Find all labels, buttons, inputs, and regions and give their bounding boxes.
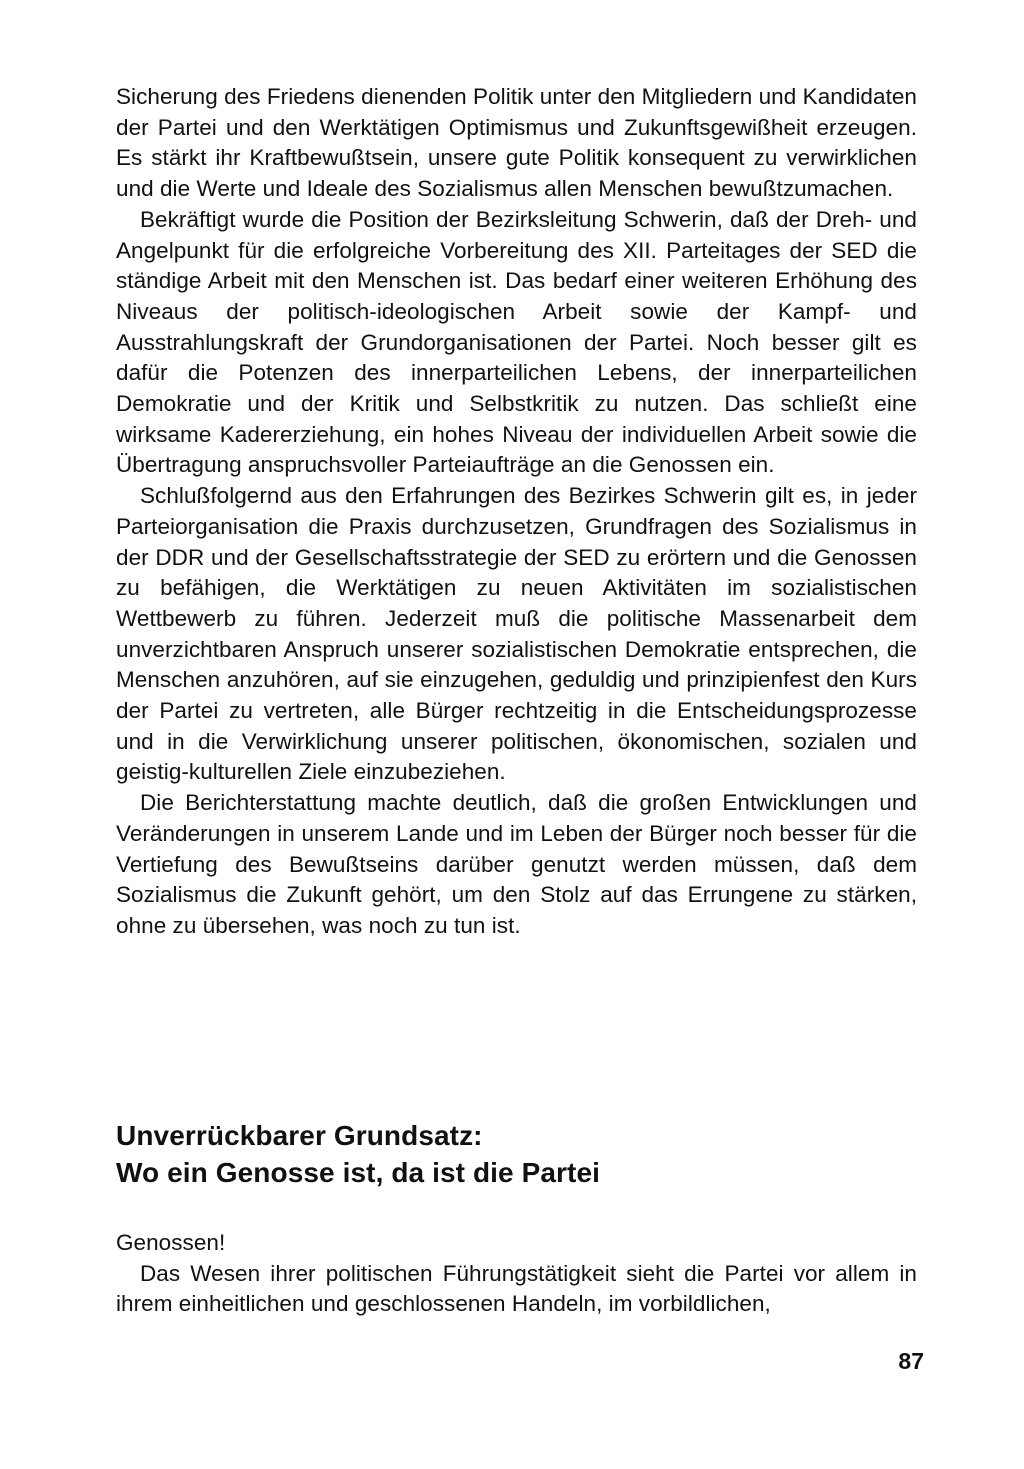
page-number: 87 (898, 1348, 924, 1374)
salutation: Genossen! (116, 1230, 226, 1255)
paragraph: Die Berichterstattung machte deutlich, daß die großen Entwicklungen und Veränderungen in unserem Lande und im Leben der Bürger noch besser für die Vertiefung des Bewußtseins darüber genutzt werden müssen, daß dem Sozialismus die Zukunft gehört, um den Stolz auf das Errungene zu stärken, ohne zu übersehen, was noch zu tun ist. (116, 790, 917, 938)
section-heading (116, 1117, 917, 1191)
section-heading-line-2: Wo ein Genosse ist, da ist die Partei (116, 1157, 600, 1188)
paragraph: Schlußfolgernd aus den Erfahrungen des Bezirkes Schwerin gilt es, in jeder Parteiorganisation die Praxis durchzusetzen, Grundfragen des Sozialismus in der DDR und der Gesellschaftsstrategie der SED zu erörtern und die Genossen zu befähigen, die Werktätigen zu neuen Aktivitäten im sozialistischen Wettbewerb zu führen. Jederzeit muß die politische Massenarbeit dem unverzichtbaren Anspruch unserer sozialistischen Demokratie entsprechen, die Menschen anzuhören, auf sie einzugehen, geduldig und prinzipienfest den Kurs der Partei zu vertreten, alle Bürger rechtzeitig in die Entscheidungsprozesse und in die Verwirklichung unserer politischen, ökonomischen, sozialen und geistig-kulturellen Ziele einzubeziehen. (116, 483, 917, 785)
body-text-top (116, 82, 917, 942)
section-heading-line-1: Unverrückbarer Grundsatz: (116, 1120, 483, 1151)
paragraph: Sicherung des Friedens dienenden Politik unter den Mitgliedern und Kandidaten der Partei und den Werktätigen Optimismus und Zukunftsgewißheit erzeugen. Es stärkt ihr Kraftbewußtsein, unsere gute Politik konsequent zu verwirklichen und die Werte und Ideale des Sozialismus allen Menschen bewußtzumachen. (116, 84, 917, 202)
paragraph: Bekräftigt wurde die Position der Bezirksleitung Schwerin, daß der Dreh- und Angelpunkt für die erfolgreiche Vorbereitung des XII. Parteitages der SED die ständige Arbeit mit den Menschen ist. Das bedarf einer weiteren Erhöhung des Niveaus der politisch-ideologischen Arbeit sowie der Kampf- und Ausstrahlungskraft der Grundorganisationen der Partei. Noch besser gilt es dafür die Potenzen des innerparteilichen Lebens, der innerparteilichen Demokratie und der Kritik und Selbstkritik zu nutzen. Das schließt eine wirksame Kadererziehung, ein hohes Niveau der individuellen Arbeit sowie die Übertragung anspruchsvoller Parteiaufträge an die Genossen ein. (116, 206, 917, 478)
body-text-bottom (116, 1228, 917, 1320)
paragraph: Das Wesen ihrer politischen Führungstätigkeit sieht die Partei vor allem in ihrem einheitlichen und geschlossenen Handeln, im vorbildlichen, (116, 1260, 917, 1317)
